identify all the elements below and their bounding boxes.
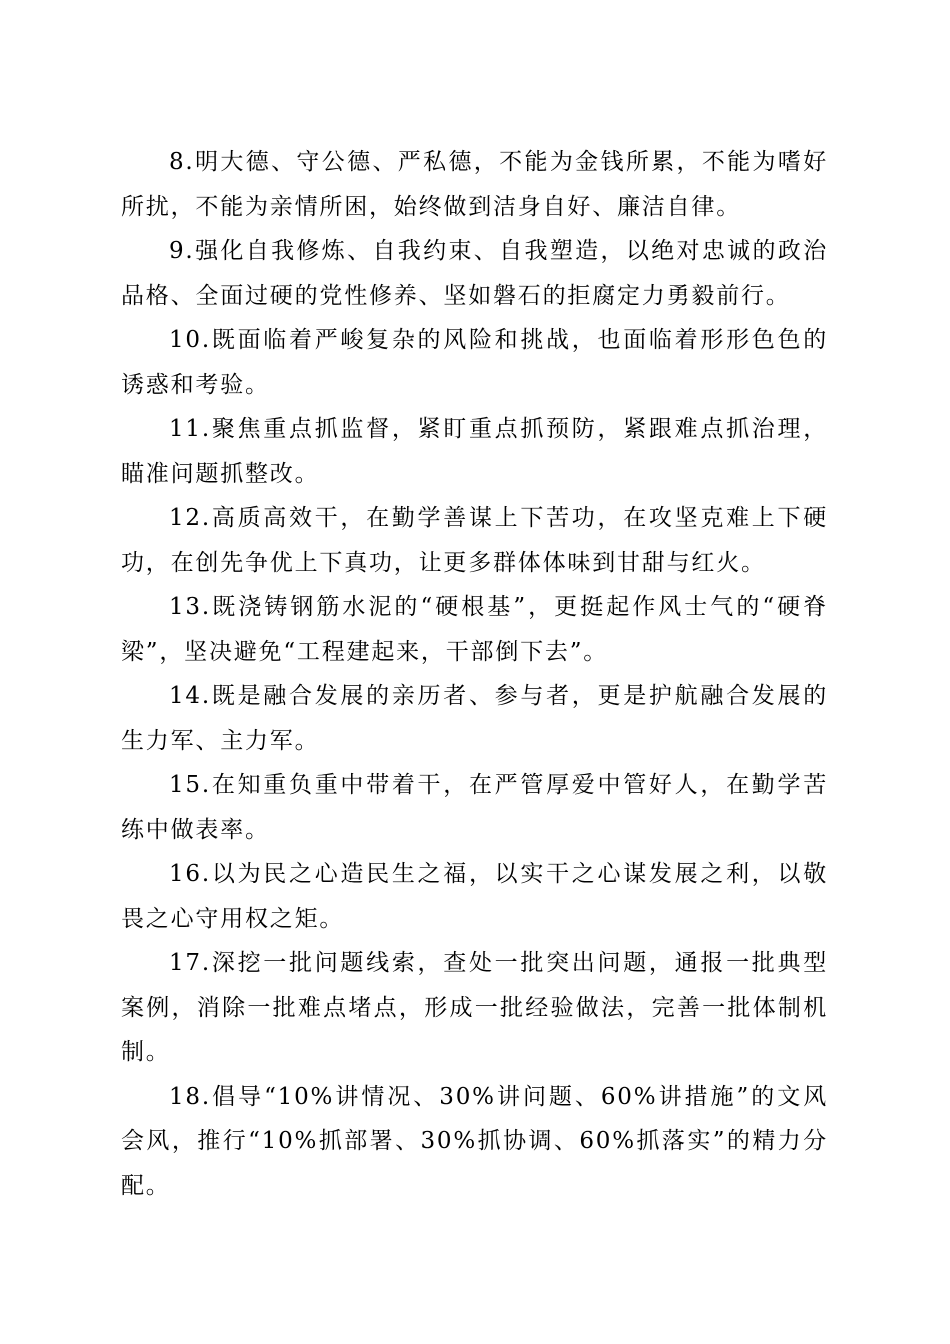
paragraph-18: 18.倡导“10%讲情况、30%讲问题、60%讲措施”的文风会风，推行“10%抓部署、30%抓协调、60%抓落实”的精力分配。 <box>121 1083 828 1199</box>
paragraph-15: 15.在知重负重中带着干，在严管厚爱中管好人，在勤学苦练中做表率。 <box>121 772 828 843</box>
paragraph-16: 16.以为民之心造民生之福，以实干之心谋发展之利，以敬畏之心守用权之矩。 <box>121 861 828 932</box>
paragraph-13: 13.既浇铸钢筋水泥的“硬根基”，更挺起作风士气的“硬脊梁”，坚决避免“工程建起来，干部倒下去”。 <box>121 594 828 665</box>
document-page <box>121 140 828 1208</box>
paragraph-8: 8.明大德、守公德、严私德，不能为金钱所累，不能为嗜好所扰，不能为亲情所困，始终做到洁身自好、廉洁自律。 <box>121 149 828 220</box>
paragraph-17: 17.深挖一批问题线索，查处一批突出问题，通报一批典型案例，消除一批难点堵点，形成一批经验做法，完善一批体制机制。 <box>121 950 828 1065</box>
paragraph-11: 11.聚焦重点抓监督，紧盯重点抓预防，紧跟难点抓治理，瞄准问题抓整改。 <box>121 416 828 487</box>
paragraph-14: 14.既是融合发展的亲历者、参与者，更是护航融合发展的生力军、主力军。 <box>121 683 828 754</box>
paragraph-10: 10.既面临着严峻复杂的风险和挑战，也面临着形形色色的诱惑和考验。 <box>121 327 828 398</box>
paragraph-12: 12.高质高效干，在勤学善谋上下苦功，在攻坚克难上下硬功，在创先争优上下真功，让更多群体体味到甘甜与红火。 <box>121 505 828 576</box>
paragraph-9: 9.强化自我修炼、自我约束、自我塑造，以绝对忠诚的政治品格、全面过硬的党性修养、坚如磐石的拒腐定力勇毅前行。 <box>121 238 828 309</box>
